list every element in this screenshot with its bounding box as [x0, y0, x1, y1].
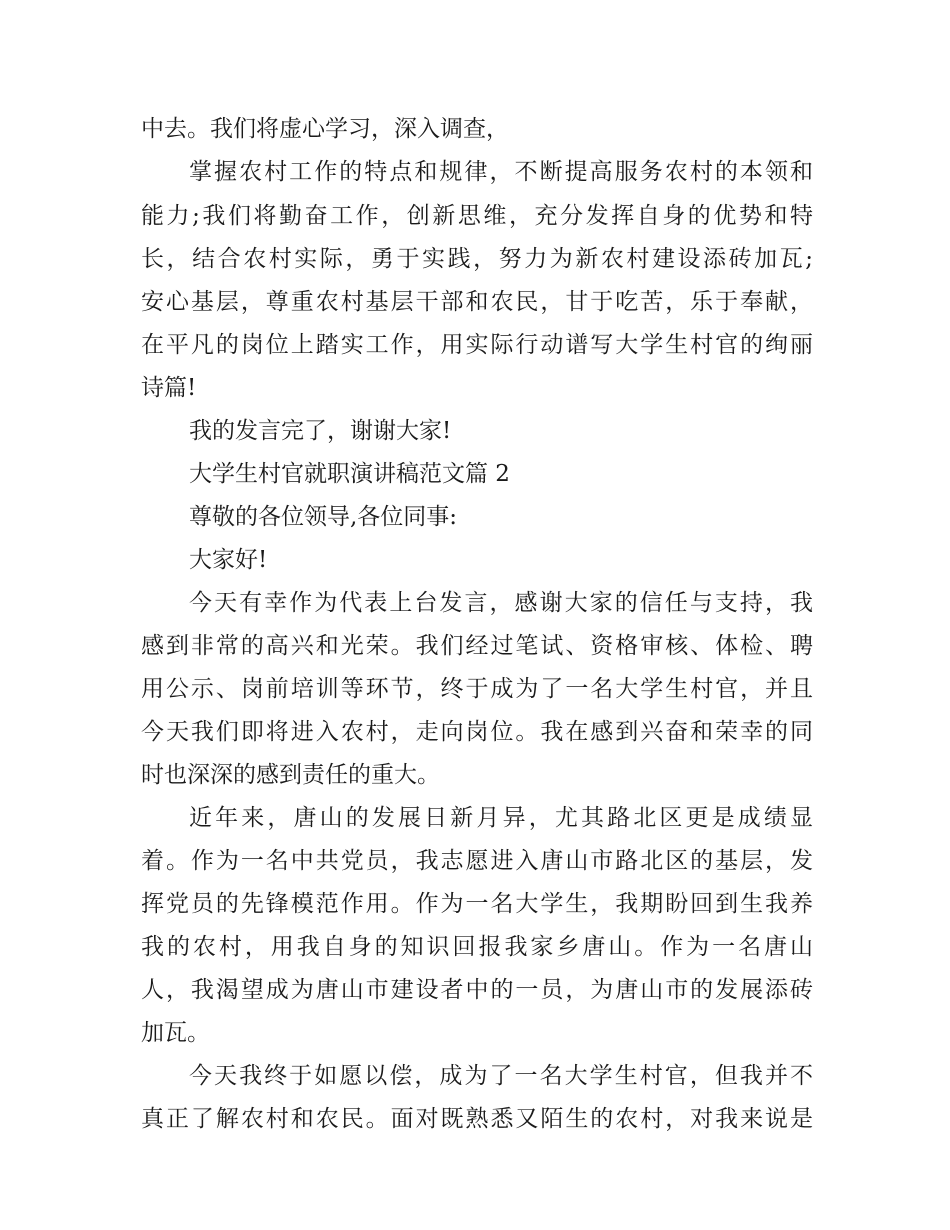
text-line: 挥党员的先锋模范作用。作为一名大学生，我期盼回到生我养	[141, 891, 813, 917]
section-heading: 大学生村官就职演讲稿范文篇 2	[189, 461, 510, 487]
text-line: 诗篇!	[141, 375, 197, 401]
text-line: 真正了解农村和农民。面对既熟悉又陌生的农村，对我来说是	[141, 1106, 813, 1132]
text-line: 近年来，唐山的发展日新月异，尤其路北区更是成绩显	[189, 805, 813, 831]
text-line: 人，我渴望成为唐山市建设者中的一员，为唐山市的发展添砖	[141, 977, 813, 1003]
text-line: 今天我们即将进入农村，走向岗位。我在感到兴奋和荣幸的同	[141, 719, 813, 745]
text-line: 能力;我们将勤奋工作，创新思维，充分发挥自身的优势和特	[141, 203, 813, 229]
text-line: 今天有幸作为代表上台发言，感谢大家的信任与支持，我	[189, 590, 813, 616]
text-line: 时也深深的感到责任的重大。	[141, 762, 440, 788]
text-line: 长，结合农村实际，勇于实践，努力为新农村建设添砖加瓦;	[141, 246, 813, 272]
text-line: 感到非常的高兴和光荣。我们经过笔试、资格审核、体检、聘	[141, 633, 813, 659]
text-line: 安心基层，尊重农村基层干部和农民，甘于吃苦，乐于奉献，	[141, 289, 813, 315]
text-line: 加瓦。	[141, 1020, 210, 1046]
text-line: 中去。我们将虚心学习，深入调查，	[141, 116, 509, 142]
greeting: 大家好!	[189, 547, 268, 573]
text-line: 着。作为一名中共党员，我志愿进入唐山市路北区的基层，发	[141, 848, 813, 874]
text-line: 掌握农村工作的特点和规律，不断提高服务农村的本领和	[189, 159, 813, 185]
text-line: 今天我终于如愿以偿，成为了一名大学生村官，但我并不	[189, 1063, 813, 1089]
text-line: 在平凡的岗位上踏实工作，用实际行动谱写大学生村官的绚丽	[141, 332, 813, 358]
text-line: 我的发言完了，谢谢大家!	[189, 418, 452, 444]
text-line: 我的农村，用我自身的知识回报我家乡唐山。作为一名唐山	[141, 934, 813, 960]
salutation: 尊敬的各位领导,各位同事:	[189, 504, 458, 530]
text-line: 用公示、岗前培训等环节，终于成为了一名大学生村官，并且	[141, 676, 813, 702]
